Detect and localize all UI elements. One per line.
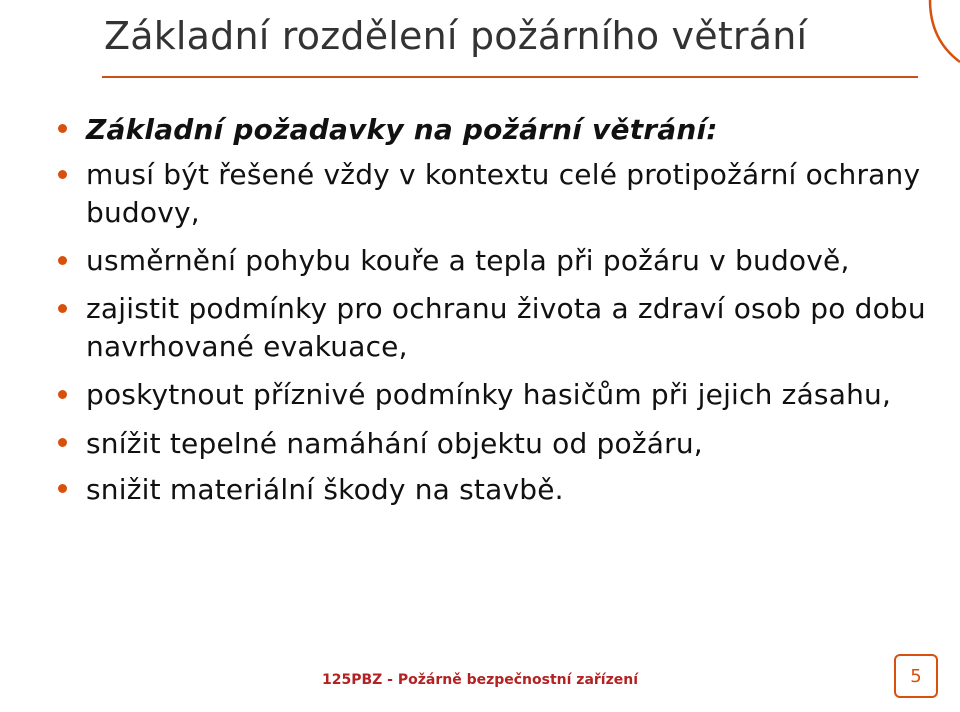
bullet-item (54, 376, 934, 414)
bullet-dot-icon (58, 304, 67, 313)
bullet-item (54, 156, 934, 232)
bullet-text: usměrnění pohybu kouře a tepla při požáru v budově, (86, 244, 850, 277)
bullet-text: snižit materiální škody na stavbě. (86, 473, 564, 506)
bullet-dot-icon (58, 438, 67, 447)
bullet-dot-icon (58, 124, 67, 133)
bullet-text: poskytnout příznivé podmínky hasičům při jejich zásahu, (86, 378, 892, 411)
footer-text: 125PBZ - Požárně bezpečnostní zařízení (322, 672, 639, 688)
bullet-dot-icon (58, 256, 67, 265)
bullet-text: snížit tepelné namáhání objektu od požáru, (86, 427, 703, 460)
slide-title: Základní rozdělení požárního větrání (104, 14, 808, 58)
bullet-dot-icon (58, 484, 67, 493)
page-number: 5 (894, 654, 938, 698)
bullet-item (54, 242, 934, 280)
bullet-dot-icon (58, 390, 67, 399)
title-underline (102, 76, 918, 78)
bullet-item (54, 424, 934, 464)
bullet-dot-icon (58, 170, 67, 179)
bullet-text: musí být řešené vždy v kontextu celé protipožární ochrany budovy, (86, 158, 921, 229)
bullet-item (54, 470, 934, 510)
bullet-item (54, 110, 934, 150)
bullet-text: Základní požadavky na požární větrání: (86, 113, 718, 146)
bullet-list (54, 110, 934, 516)
bullet-item (54, 290, 934, 366)
bullet-text: zajistit podmínky pro ochranu života a zdraví osob po dobu navrhované evakuace, (86, 292, 926, 363)
